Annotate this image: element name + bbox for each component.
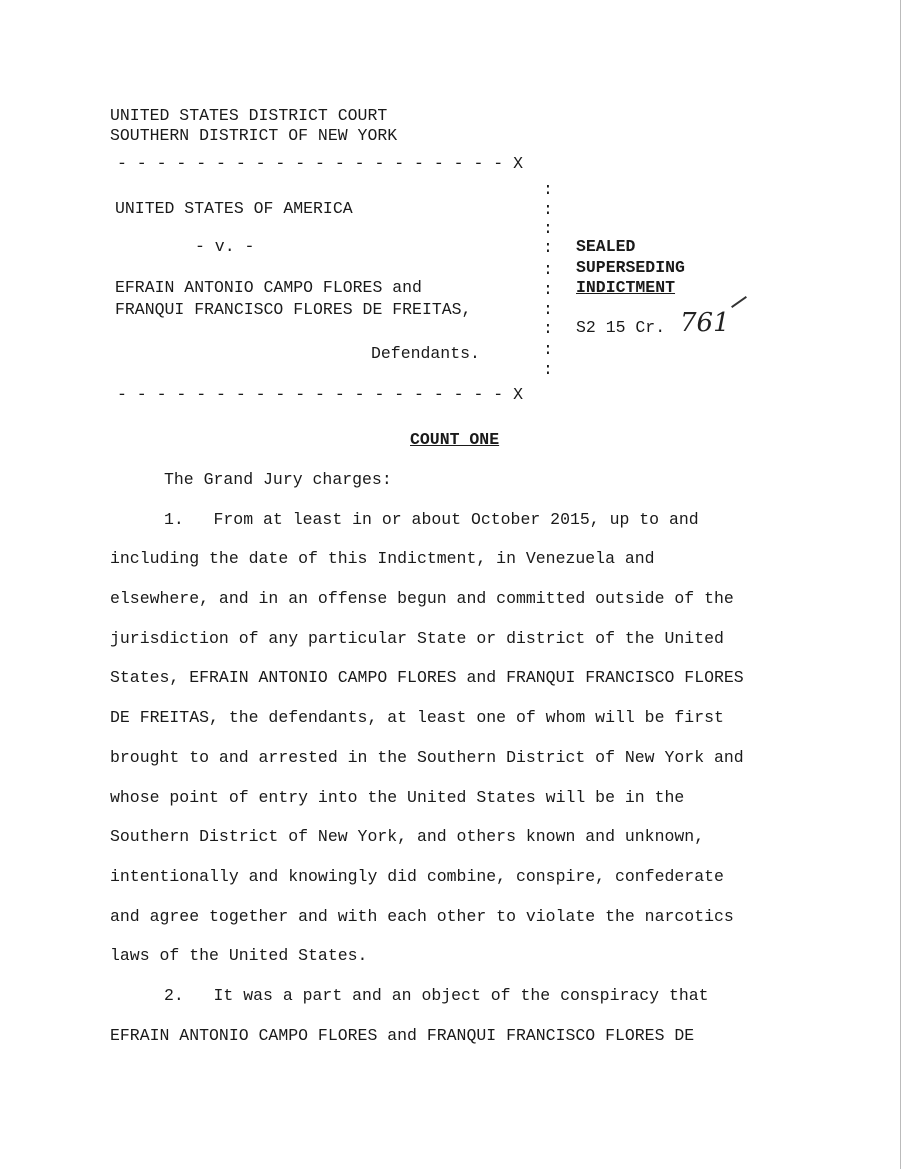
caption-colon: : xyxy=(543,200,553,219)
court-district: SOUTHERN DISTRICT OF NEW YORK xyxy=(110,126,398,145)
defendants-label: Defendants. xyxy=(371,344,480,363)
versus-label: - v. - xyxy=(195,237,255,256)
caption-colon: : xyxy=(543,280,553,299)
caption-colon: : xyxy=(543,360,553,379)
caption-divider-bottom: - - - - - - - - - - - - - - - - - - - - X xyxy=(117,385,523,404)
defendant-name-1: EFRAIN ANTONIO CAMPO FLORES and xyxy=(115,278,422,297)
paragraph-line: 1. From at least in or about October 2015, up to and xyxy=(164,510,699,529)
caption-divider-top: - - - - - - - - - - - - - - - - - - - - X xyxy=(117,154,523,173)
paragraph-line: DE FREITAS, the defendants, at least one of whom will be first xyxy=(110,708,724,727)
caption-colon: : xyxy=(543,319,553,338)
paragraph-line: laws of the United States. xyxy=(110,946,368,965)
caption-colon: : xyxy=(543,340,553,359)
doc-type-indictment: INDICTMENT xyxy=(576,278,676,297)
court-name: UNITED STATES DISTRICT COURT xyxy=(110,106,388,125)
paragraph-line: Southern District of New York, and others known and unknown, xyxy=(110,827,705,846)
case-number: S2 15 Cr. xyxy=(576,318,666,337)
doc-type-sealed: SEALED xyxy=(576,237,636,256)
caption-colon: : xyxy=(543,219,553,238)
caption-colon: : xyxy=(543,180,553,199)
grand-jury-intro: The Grand Jury charges: xyxy=(164,470,392,489)
handwritten-check-mark xyxy=(731,296,747,308)
paragraph-line: States, EFRAIN ANTONIO CAMPO FLORES and FRANQUI FRANCISCO FLORES xyxy=(110,668,744,687)
paragraph-line: 2. It was a part and an object of the conspiracy that xyxy=(164,986,709,1005)
paragraph-line: jurisdiction of any particular State or district of the United xyxy=(110,629,724,648)
paragraph-line: and agree together and with each other to violate the narcotics xyxy=(110,907,734,926)
paragraph-line: brought to and arrested in the Southern District of New York and xyxy=(110,748,744,767)
doc-type-superseding: SUPERSEDING xyxy=(576,258,685,277)
paragraph-line: whose point of entry into the United States will be in the xyxy=(110,788,685,807)
page-edge xyxy=(900,0,901,1169)
caption-colon: : xyxy=(543,238,553,257)
handwritten-case-number: 761 xyxy=(680,308,730,338)
paragraph-line: including the date of this Indictment, in Venezuela and xyxy=(110,549,655,568)
paragraph-line: intentionally and knowingly did combine, conspire, confederate xyxy=(110,867,724,886)
paragraph-line: EFRAIN ANTONIO CAMPO FLORES and FRANQUI FRANCISCO FLORES DE xyxy=(110,1026,695,1045)
caption-colon: : xyxy=(543,260,553,279)
plaintiff-name: UNITED STATES OF AMERICA xyxy=(115,199,353,218)
paragraph-line: elsewhere, and in an offense begun and committed outside of the xyxy=(110,589,734,608)
caption-colon: : xyxy=(543,300,553,319)
count-heading: COUNT ONE xyxy=(410,430,500,449)
defendant-name-2: FRANQUI FRANCISCO FLORES DE FREITAS, xyxy=(115,300,472,319)
